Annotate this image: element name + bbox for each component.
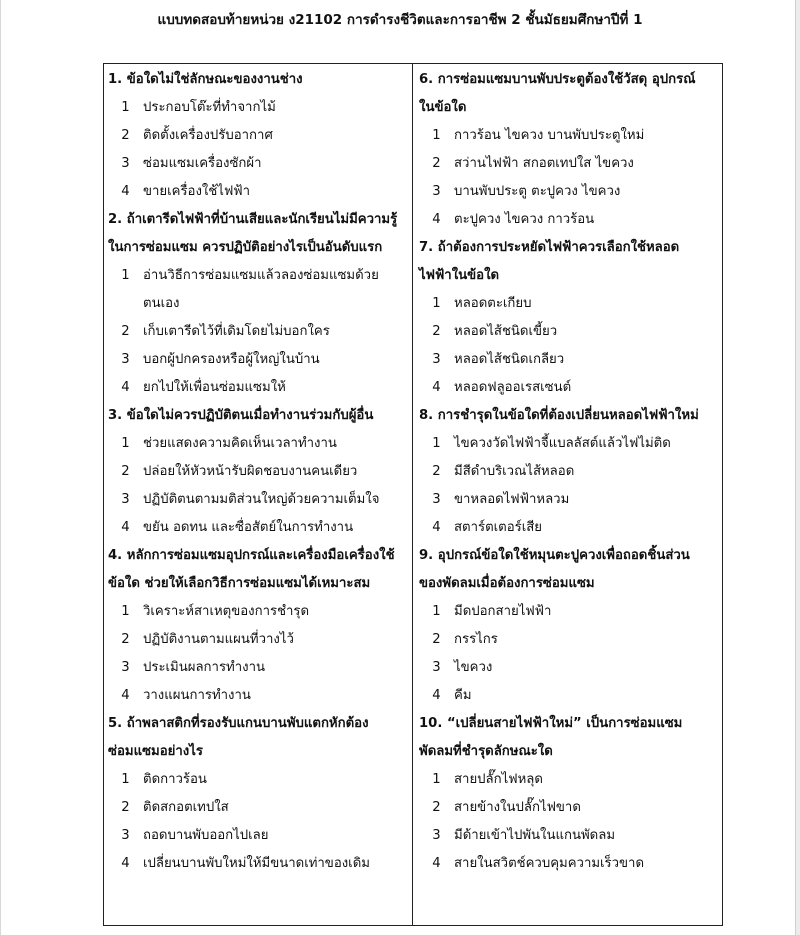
answer-option [108, 514, 408, 542]
option-number: 2 [432, 800, 441, 815]
answer-option [108, 626, 408, 654]
answer-option [419, 654, 719, 682]
option-text: กาวร้อน ไขควง บานพับประตูใหม่ [454, 128, 645, 143]
option-text: สว่านไฟฟ้า สกอตเทปใส ไขควง [454, 156, 634, 171]
answer-option [419, 598, 719, 626]
question-block [108, 206, 408, 402]
answer-option [108, 94, 408, 122]
answer-option [419, 150, 719, 178]
option-number: 2 [121, 324, 130, 339]
answer-option [419, 822, 719, 850]
question-text: พัดลมที่ชำรุดลักษณะใด [419, 744, 553, 759]
option-number: 1 [432, 436, 441, 451]
option-text: ติดกาวร้อน [143, 772, 207, 787]
question-text: ในข้อใด [419, 100, 467, 115]
option-text: เก็บเตารีดไว้ที่เดิมโดยไม่บอกใคร [143, 324, 330, 339]
left-column [108, 66, 408, 878]
question-block [108, 542, 408, 710]
option-number: 2 [432, 156, 441, 171]
option-number: 3 [432, 828, 441, 843]
question-text: ในการซ่อมแซม ควรปฏิบัติอย่างไรเป็นอันดับแรก [108, 240, 383, 255]
answer-option [108, 682, 408, 710]
answer-option [419, 346, 719, 374]
answer-option [108, 822, 408, 850]
option-number: 4 [121, 856, 130, 871]
option-text: ขาหลอดไฟฟ้าหลวม [454, 492, 570, 507]
option-text: บอกผู้ปกครองหรือผู้ใหญ่ในบ้าน [143, 352, 320, 367]
answer-option [108, 150, 408, 178]
option-text: ยกไปให้เพื่อนซ่อมแซมให้ [143, 380, 286, 395]
answer-option [419, 206, 719, 234]
option-text: ประเมินผลการทำงาน [143, 660, 265, 675]
answer-option [419, 374, 719, 402]
option-number: 4 [432, 212, 441, 227]
option-number: 1 [432, 604, 441, 619]
option-number: 2 [121, 632, 130, 647]
option-number: 4 [121, 688, 130, 703]
answer-option [108, 430, 408, 458]
option-number: 3 [432, 352, 441, 367]
right-column [419, 66, 719, 878]
option-text: หลอดฟลูออเรสเซนต์ [454, 380, 572, 395]
option-number: 3 [432, 492, 441, 507]
option-text: คีม [454, 688, 472, 703]
option-text: มีดปอกสายไฟฟ้า [454, 604, 552, 619]
option-text: ซ่อมแซมเครื่องซักผ้า [143, 156, 262, 171]
answer-option [108, 598, 408, 626]
option-text: ไขควงวัดไฟฟ้าจี้แบลลัสต์แล้วไฟไม่ติด [454, 436, 671, 451]
option-text: หลอดตะเกียบ [454, 296, 532, 311]
answer-option [108, 850, 408, 878]
question-text: 5. ถ้าพลาสติกที่รองรับแกนบานพับแตกหักต้อง [108, 716, 369, 731]
option-number: 1 [121, 772, 130, 787]
question-text: ข้อใด ช่วยให้เลือกวิธีการซ่อมแซมได้เหมาะสม [108, 576, 371, 591]
option-number: 2 [121, 128, 130, 143]
question-text: 1. ข้อใดไม่ใช่ลักษณะของงานช่าง [108, 72, 303, 87]
option-text: ประกอบโต๊ะที่ทำจากไม้ [143, 100, 276, 115]
answer-option [419, 290, 719, 318]
answer-option [419, 794, 719, 822]
answer-option [108, 654, 408, 682]
option-number: 4 [432, 688, 441, 703]
answer-option [419, 626, 719, 654]
question-text: 2. ถ้าเตารีดไฟฟ้าที่บ้านเสียและนักเรียนไม่มีความรู้ [108, 212, 398, 227]
question-text: ของพัดลมเมื่อต้องการซ่อมแซม [419, 576, 595, 591]
option-number: 1 [432, 772, 441, 787]
question-text: ซ่อมแซมอย่างไร [108, 744, 203, 759]
question-block [419, 710, 719, 878]
option-text: ปฏิบัติตนตามมติส่วนใหญ่ด้วยความเต็มใจ [143, 492, 380, 507]
question-text: 7. ถ้าต้องการประหยัดไฟฟ้าควรเลือกใช้หลอด [419, 240, 680, 255]
question-text: 3. ข้อใดไม่ควรปฏิบัติตนเมื่อทำงานร่วมกับผู้อื่น [108, 408, 374, 423]
option-text: กรรไกร [454, 632, 498, 647]
option-text: อ่านวิธีการซ่อมแซมแล้วลองซ่อมแซมด้วย [143, 268, 379, 283]
option-text: ไขควง [454, 660, 493, 675]
option-number: 2 [432, 632, 441, 647]
option-number: 3 [121, 492, 130, 507]
answer-option [108, 318, 408, 346]
option-text: หลอดไส้ชนิดเขี้ยว [454, 324, 558, 339]
option-text: มีด้ายเข้าไปพันในแกนพัดลม [454, 828, 616, 843]
page-edge-left [0, 0, 1, 935]
question-text: ไฟฟ้าในข้อใด [419, 268, 500, 283]
answer-option [108, 346, 408, 374]
answer-option [419, 458, 719, 486]
answer-option [108, 374, 408, 402]
option-text: วางแผนการทำงาน [143, 688, 251, 703]
option-text: ปล่อยให้หัวหน้ารับผิดชอบงานคนเดียว [143, 464, 358, 479]
option-text: ถอดบานพับออกไปเลย [143, 828, 269, 843]
option-number: 2 [432, 464, 441, 479]
option-text: ติดสกอตเทปใส [143, 800, 229, 815]
option-text: มีสีดำบริเวณไส้หลอด [454, 464, 575, 479]
question-block [108, 710, 408, 878]
answer-option [108, 766, 408, 794]
option-number: 4 [121, 380, 130, 395]
option-number: 4 [121, 184, 130, 199]
option-text: ช่วยแสดงความคิดเห็นเวลาทำงาน [143, 436, 337, 451]
option-text-continued: ตนเอง [143, 296, 180, 311]
answer-option [419, 430, 719, 458]
option-text: บานพับประตู ตะปูควง ไขควง [454, 184, 621, 199]
question-text: 4. หลักการซ่อมแซมอุปกรณ์และเครื่องมือเครื่องใช้ [108, 548, 395, 563]
question-block [419, 66, 719, 234]
answer-option [108, 178, 408, 206]
option-text: สตาร์ตเตอร์เสีย [454, 520, 543, 535]
option-text: ติดตั้งเครื่องปรับอากาศ [143, 128, 273, 143]
option-text: ตะปูควง ไขควง กาวร้อน [454, 212, 595, 227]
option-number: 4 [432, 856, 441, 871]
answer-option [108, 794, 408, 822]
option-text: สายในสวิตช์ควบคุมความเร็วขาด [454, 856, 645, 871]
answer-option [419, 514, 719, 542]
option-number: 3 [121, 156, 130, 171]
question-text: 8. การชำรุดในข้อใดที่ต้องเปลี่ยนหลอดไฟฟ้าใหม่ [419, 408, 699, 423]
answer-option [419, 318, 719, 346]
option-text: วิเคราะห์สาเหตุของการชำรุด [143, 604, 310, 619]
answer-option [108, 486, 408, 514]
answer-option [108, 458, 408, 486]
answer-option [108, 122, 408, 150]
option-number: 3 [432, 660, 441, 675]
question-block [108, 402, 408, 542]
option-number: 3 [121, 660, 130, 675]
option-number: 3 [432, 184, 441, 199]
option-number: 1 [121, 436, 130, 451]
option-text: ขยัน อดทน และซื่อสัตย์ในการทำงาน [143, 520, 354, 535]
option-number: 4 [432, 380, 441, 395]
page-title: แบบทดสอบท้ายหน่วย ง21102 การดำรงชีวิตและการอาชีพ 2 ชั้นมัธยมศึกษาปีที่ 1 [157, 12, 643, 28]
option-text: ปฏิบัติงานตามแผนที่วางไว้ [143, 632, 294, 647]
option-number: 3 [121, 352, 130, 367]
option-number: 4 [121, 520, 130, 535]
answer-option [419, 682, 719, 710]
option-text: เปลี่ยนบานพับใหม่ให้มีขนาดเท่าของเดิม [143, 856, 370, 871]
question-block [419, 542, 719, 710]
option-number: 4 [432, 520, 441, 535]
question-text: 6. การซ่อมแซมบานพับประตูต้องใช้วัสดุ อุปกรณ์ [419, 72, 696, 87]
option-number: 1 [432, 296, 441, 311]
question-block [108, 66, 408, 206]
option-number: 2 [432, 324, 441, 339]
option-number: 2 [121, 464, 130, 479]
question-text: 9. อุปกรณ์ข้อใดใช้หมุนตะปูควงเพื่อถอดชิ้นส่วน [419, 548, 690, 563]
option-text: หลอดไส้ชนิดเกลียว [454, 352, 565, 367]
option-text: ขายเครื่องใช้ไฟฟ้า [143, 184, 251, 199]
option-text: สายปลั๊กไฟหลุด [454, 772, 543, 787]
option-number: 1 [432, 128, 441, 143]
option-text: สายข้างในปลั๊กไฟขาด [454, 800, 581, 815]
answer-option [108, 262, 408, 290]
answer-option [419, 486, 719, 514]
option-number: 1 [121, 268, 130, 283]
question-text: 10. “เปลี่ยนสายไฟฟ้าใหม่” เป็นการซ่อมแซม [419, 716, 683, 731]
answer-option [419, 850, 719, 878]
page-edge-shadow [796, 0, 800, 935]
option-number: 2 [121, 800, 130, 815]
option-number: 1 [121, 100, 130, 115]
answer-option [419, 178, 719, 206]
option-number: 3 [121, 828, 130, 843]
answer-option [419, 122, 719, 150]
option-number: 1 [121, 604, 130, 619]
question-block [419, 234, 719, 402]
answer-option [419, 766, 719, 794]
column-divider [412, 63, 413, 926]
question-block [419, 402, 719, 542]
